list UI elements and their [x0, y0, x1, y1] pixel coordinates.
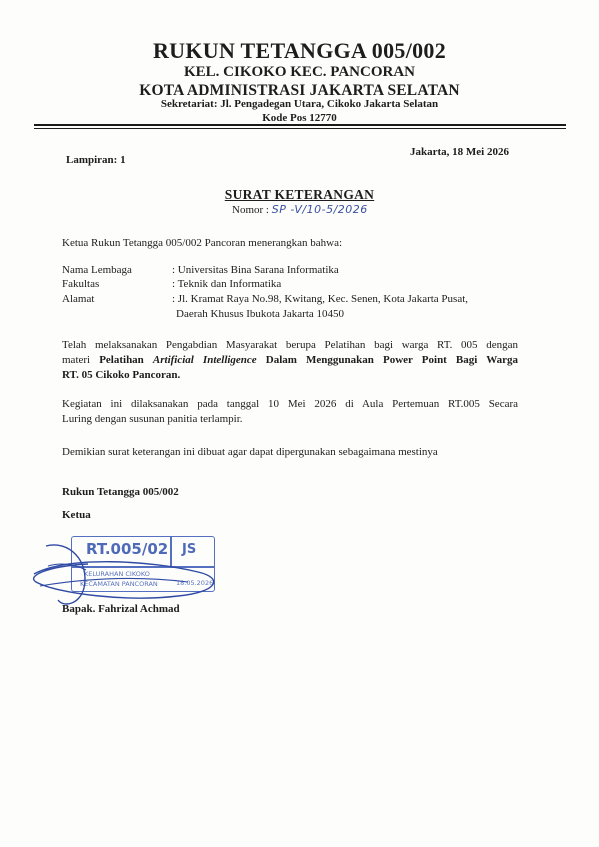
letter-number-value: SP -V/10-5/2026 — [271, 203, 368, 216]
body-text-topic: Dalam Menggunakan Power Point Bagi Warga — [256, 354, 518, 366]
attachment: Lampiran: 1 — [66, 154, 126, 166]
stamp-code: RT.005/02 — [86, 540, 169, 558]
letterhead-divider-thin — [34, 128, 566, 129]
stamp-line-2: KECAMATAN PANCORAN — [80, 580, 158, 588]
detail-value-institution: : Universitas Bina Sarana Informatika — [172, 264, 339, 276]
body-paragraph-2 — [62, 397, 518, 427]
stamp-initials: JS — [182, 542, 197, 557]
detail-label-faculty: Fakultas — [62, 278, 100, 290]
body-paragraph-1 — [62, 338, 518, 383]
detail-value-address-line2: Daerah Khusus Ibukota Jakarta 10450 — [176, 308, 345, 320]
letterhead-city: KOTA ADMINISTRASI JAKARTA SELATAN — [139, 82, 460, 99]
stamp-line-1: KELURAHAN CIKOKO — [84, 570, 150, 578]
body-paragraph-1-line-2 — [62, 353, 518, 368]
body-text-pelatihan: Pelatihan — [99, 354, 153, 366]
detail-label-institution: Nama Lembaga — [62, 264, 132, 276]
letterhead-org: RUKUN TETANGGA 005/002 — [152, 38, 447, 63]
letter-title: SURAT KETERANGAN — [224, 187, 375, 202]
signature-name: Bapak. Fahrizal Achmad — [62, 603, 180, 615]
body-paragraph-2-line-2: Luring dengan susunan panitia terlampir. — [62, 413, 243, 425]
letterhead-kelurahan: KEL. CIKOKO KEC. PANCORAN — [184, 64, 415, 80]
intro-text: Ketua Rukun Tetangga 005/002 Pancoran menerangkan bahwa: — [62, 237, 343, 249]
body-text-ai: Artificial Intelligence — [152, 354, 257, 366]
body-paragraph-1-line-3 — [62, 368, 518, 383]
body-paragraph-1-line-1: Telah melaksanakan Pengabdian Masyarakat berupa Pelatihan bagi warga RT. 005 dengan — [62, 339, 518, 351]
letter-number — [232, 203, 368, 216]
body-text-location: RT. 05 Cikoko Pancoran. — [62, 369, 181, 381]
body-paragraph-2-line-1: Kegiatan ini dilaksanakan pada tanggal 10 Mei 2026 di Aula Pertemuan RT.005 Secara — [62, 398, 518, 410]
letter-number-label: Nomor : — [232, 204, 269, 216]
body-text-materi: materi — [62, 354, 100, 366]
body-paragraph-3: Demikian surat keterangan ini dibuat agar dapat dipergunakan sebagaimana mestinya — [62, 446, 438, 458]
place-date: Jakarta, 18 Mei 2026 — [410, 146, 509, 158]
signature-org: Rukun Tetangga 005/002 — [62, 486, 179, 498]
detail-label-address: Alamat — [62, 293, 95, 305]
letterhead-secretariat: Sekretariat: Jl. Pengadegan Utara, Cikoko Jakarta Selatan — [160, 98, 439, 110]
detail-value-address: : Jl. Kramat Raya No.98, Kwitang, Kec. Senen, Kota Jakarta Pusat, — [172, 293, 469, 305]
signature-scribble — [28, 530, 228, 610]
signature-role: Ketua — [62, 509, 91, 521]
detail-value-faculty: : Teknik dan Informatika — [172, 278, 282, 290]
letterhead-postal-code: Kode Pos 12770 — [262, 112, 337, 124]
stamp-date: 18.05.2026 — [176, 579, 214, 587]
letterhead-divider-thick — [34, 124, 566, 126]
